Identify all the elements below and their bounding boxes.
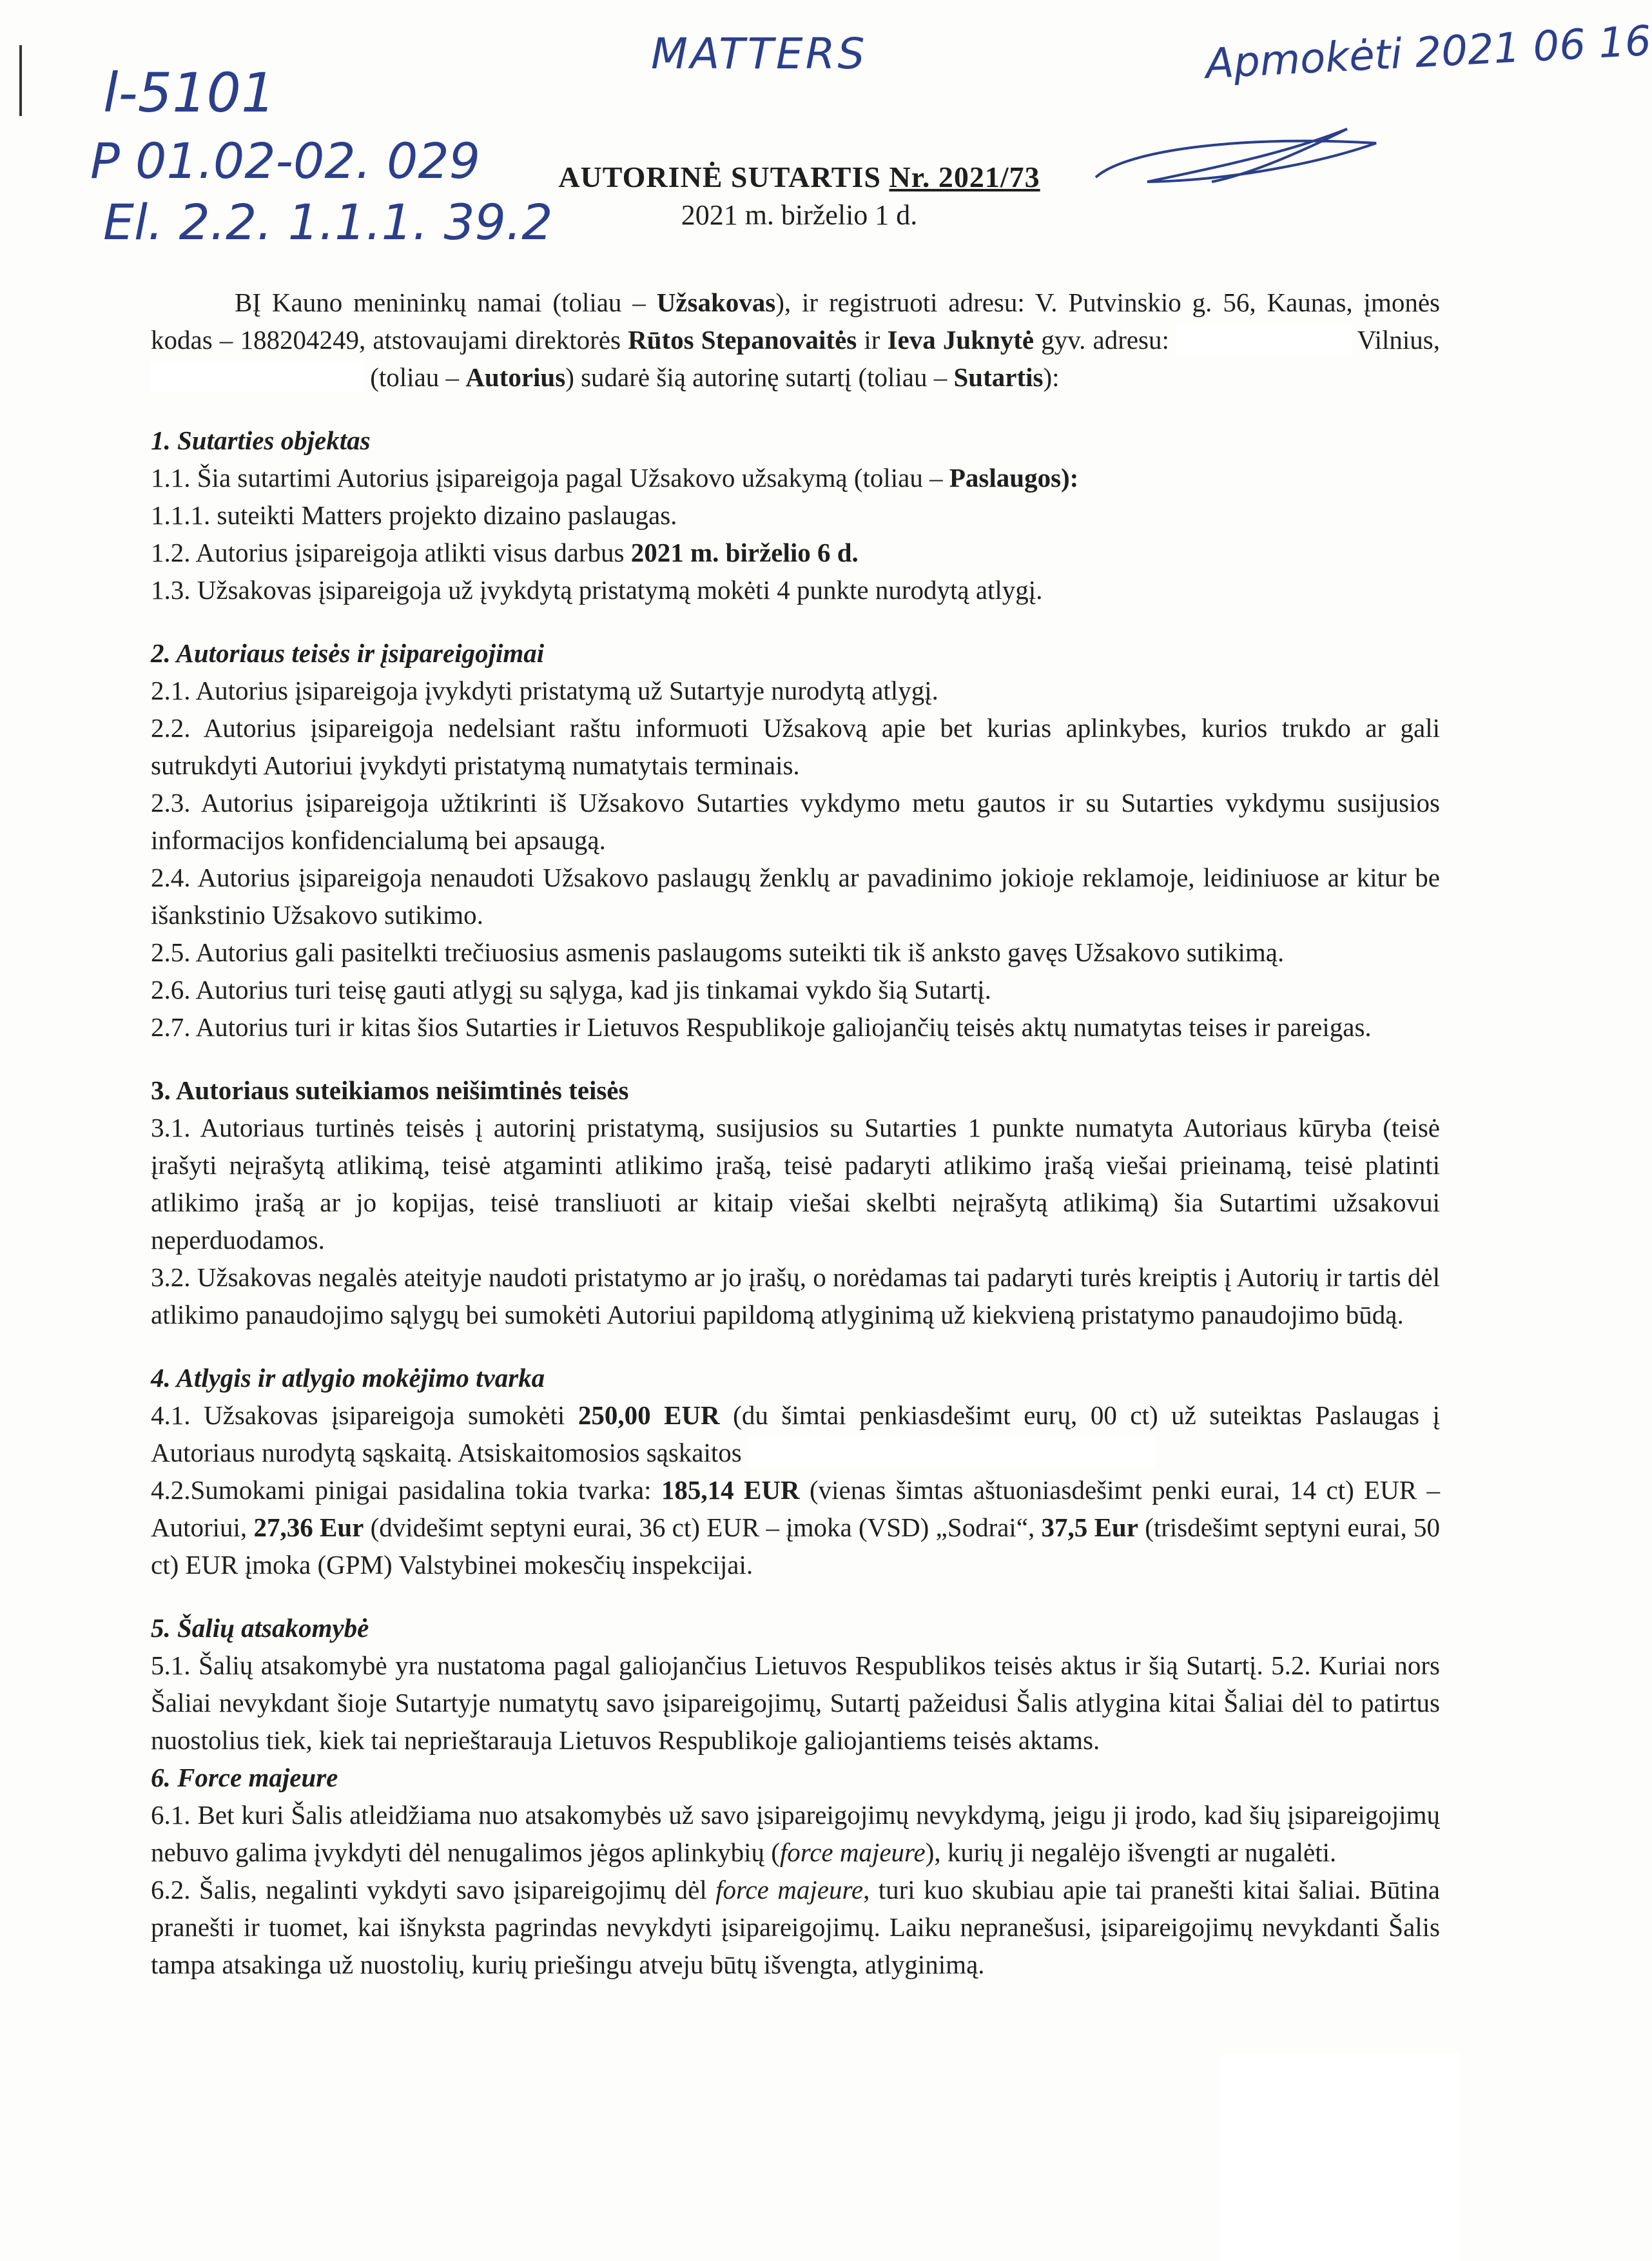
clause-4-1: 4.1. Užsakovas įsipareigoja sumokėti 250,00 EUR (du šimtai penkiasdešimt eurų, 00 ct) už suteiktas Paslaugas į Autoriaus nurodytą sąskaitą. Atsiskaitomosios sąskaitos [151, 1400, 1440, 1467]
clause-1-1: 1.1. Šia sutartimi Autorius įsipareigoja pagal Užsakovo užsakymą (toliau – Paslaugos): [151, 463, 1079, 493]
clause-2-4: 2.4. Autorius įsipareigoja nenaudoti Užsakovo paslaugų ženklų ar pavadinimo jokioje reklamoje, leidiniuose ar kitur be išankstinio Užsakovo sutikimo. [151, 863, 1440, 930]
clause-1-1-1: 1.1.1. suteikti Matters projekto dizaino paslaugas. [151, 500, 677, 530]
contract-date: 2021 m. birželio 1 d. [681, 199, 918, 231]
contract-number: Nr. 2021/73 [889, 161, 1040, 193]
clause-6-1: 6.1. Bet kuri Šalis atleidžiama nuo atsakomybės už savo įsipareigojimų nevykdymą, jeigu ji įrodo, kad šių įsipareigojimų nebuvo galima įvykdyti dėl nenugalimos jėgos aplinkybių (force majeure), kurių ji negalėjo išvengti ar nugalėti. [151, 1800, 1440, 1867]
clause-6-2: 6.2. Šalis, negalinti vykdyti savo įsipareigojimų dėl force majeure, turi kuo skubiau apie tai pranešti kitai šaliai. Būtina pranešti ir tuomet, kai išnyksta pagrindas nevykdyti įsipareigojimų. Laiku nepranešusi, įsipareigojimų nevykdanti Šalis tampa atsakinga už nuostolių, kurių priešingu atveju būtų išvengta, atlyginimą. [151, 1875, 1440, 1979]
handwritten-registration-line-1: l-5101 [103, 61, 276, 124]
handwritten-registration-line-3: El. 2.2. 1.1.1. 39.2 [103, 193, 553, 251]
section-2-title: 2. Autoriaus teisės ir įsipareigojimai [151, 638, 545, 668]
clause-4-2: 4.2.Sumokami pinigai pasidalina tokia tvarka: 185,14 EUR (vienas šimtas aštuoniasdešimt penki eurai, 14 ct) EUR – Autoriui, 27,36 Eur (dvidešimt septyni eurai, 36 ct) EUR – įmoka (VSD) „Sodrai“, 37,5 Eur (trisdešimt septyni eurai, 50 ct) EUR įmoka (GPM) Valstybinei mokesčių inspekcijai. [151, 1475, 1440, 1580]
redacted-personal-code [151, 362, 364, 393]
clause-2-3: 2.3. Autorius įsipareigoja užtikrinti iš Užsakovo Sutarties vykdymo metu gautos ir su Sutarties vykdymu susijusios informacijos konfidencialumą bei apsaugą. [151, 788, 1440, 855]
clause-5-1: 5.1. Šalių atsakomybė yra nustatoma pagal galiojančius Lietuvos Respublikos teisės aktus ir šią Sutartį. 5.2. Kuriai nors Šaliai nevykdant šioje Sutartyje numatytų savo įsipareigojimų, Sutartį pažeidusi Šalis atlygina kitai Šaliai dėl to patirtus nuostolius tiek, kiek tai neprieštarauja Lietuvos Respublikoje galiojantiems teisės aktams. [151, 1650, 1440, 1755]
handwritten-approval-note: Apmokėti 2021 06 16 [1204, 17, 1652, 89]
clause-3-1: 3.1. Autoriaus turtinės teisės į autorinį pristatymą, susijusios su Sutarties 1 punkte numatyta Autoriaus kūryba (teisė įrašyti neįrašytą atlikimą, teisė atgaminti atlikimo įrašą, teisė padaryti atlikimo įrašą viešai prieinamą, teisė platinti atlikimo įrašą ar jo kopijas, teisė transliuoti ar kitaip viešai skelbti neįrašytą atlikimą) šia Sutartimi užsakovui neperduodamos. [151, 1113, 1440, 1255]
clause-1-2: 1.2. Autorius įsipareigoja atlikti visus darbus 2021 m. birželio 6 d. [151, 538, 859, 567]
redacted-address [1176, 324, 1350, 355]
contract-body [151, 284, 1440, 1983]
clause-2-6: 2.6. Autorius turi teisę gauti atlygį su sąlyga, kad jis tinkamai vykdo šią Sutartį. [151, 975, 991, 1004]
section-6-title: 6. Force majeure [151, 1763, 338, 1792]
section-1-title: 1. Sutarties objektas [151, 426, 371, 455]
handwritten-project-note: MATTERS [651, 29, 868, 79]
clause-1-3: 1.3. Užsakovas įsipareigoja už įvykdytą pristatymą mokėti 4 punkte nurodytą atlygį. [151, 575, 1043, 605]
section-4-title: 4. Atlygis ir atlygio mokėjimo tvarka [151, 1363, 545, 1393]
scan-edge-line [19, 45, 22, 116]
section-3-title: 3. Autoriaus suteikiamos neišimtinės teisės [151, 1075, 629, 1105]
section-5-title: 5. Šalių atsakomybė [151, 1613, 369, 1643]
contract-title: AUTORINĖ SUTARTIS Nr. 2021/73 [558, 161, 1040, 193]
clause-2-5: 2.5. Autorius gali pasitelkti trečiuosius asmenis paslaugoms suteikti tik iš anksto gavęs Užsakovo sutikimą. [151, 937, 1285, 967]
clause-3-2: 3.2. Užsakovas negalės ateityje naudoti pristatymo ar jo įrašų, o norėdamas tai padaryti turės kreiptis į Autorių ir tartis dėl atlikimo panaudojimo sąlygų bei sumokėti Autoriui papildomą atlyginimą už kiekvieną pristatymo panaudojimo būdą. [151, 1262, 1440, 1329]
redacted-signature-area [1221, 2053, 1460, 2261]
handwritten-registration-line-2: P 01.02-02. 029 [90, 132, 481, 190]
clause-2-2: 2.2. Autorius įsipareigoja nedelsiant raštu informuoti Užsakovą apie bet kurias aplinkybes, kurios trukdo ar gali sutrukdyti Autoriui įvykdyti pristatymą numatytais terminais. [151, 713, 1440, 780]
intro-paragraph: BĮ Kauno menininkų namai (toliau – Užsakovas), ir registruoti adresu: V. Putvinskio g. 56, Kaunas, įmonės kodas – 188204249, atstovaujami direktorės Rūtos Stepanovaitės ir Ieva Juknytė gyv. adresu: Vilnius, (toliau – Autorius) sudarė šią autorinę sutartį (toliau – Sutartis): [151, 288, 1440, 392]
redacted-bank-account [748, 1437, 1154, 1468]
clause-2-1: 2.1. Autorius įsipareigoja įvykdyti pristatymą už Sutartyje nurodytą atlygį. [151, 676, 938, 705]
clause-2-7: 2.7. Autorius turi ir kitas šios Sutarties ir Lietuvos Respublikoje galiojančių teisės aktų numatytas teises ir pareigas. [151, 1012, 1372, 1042]
